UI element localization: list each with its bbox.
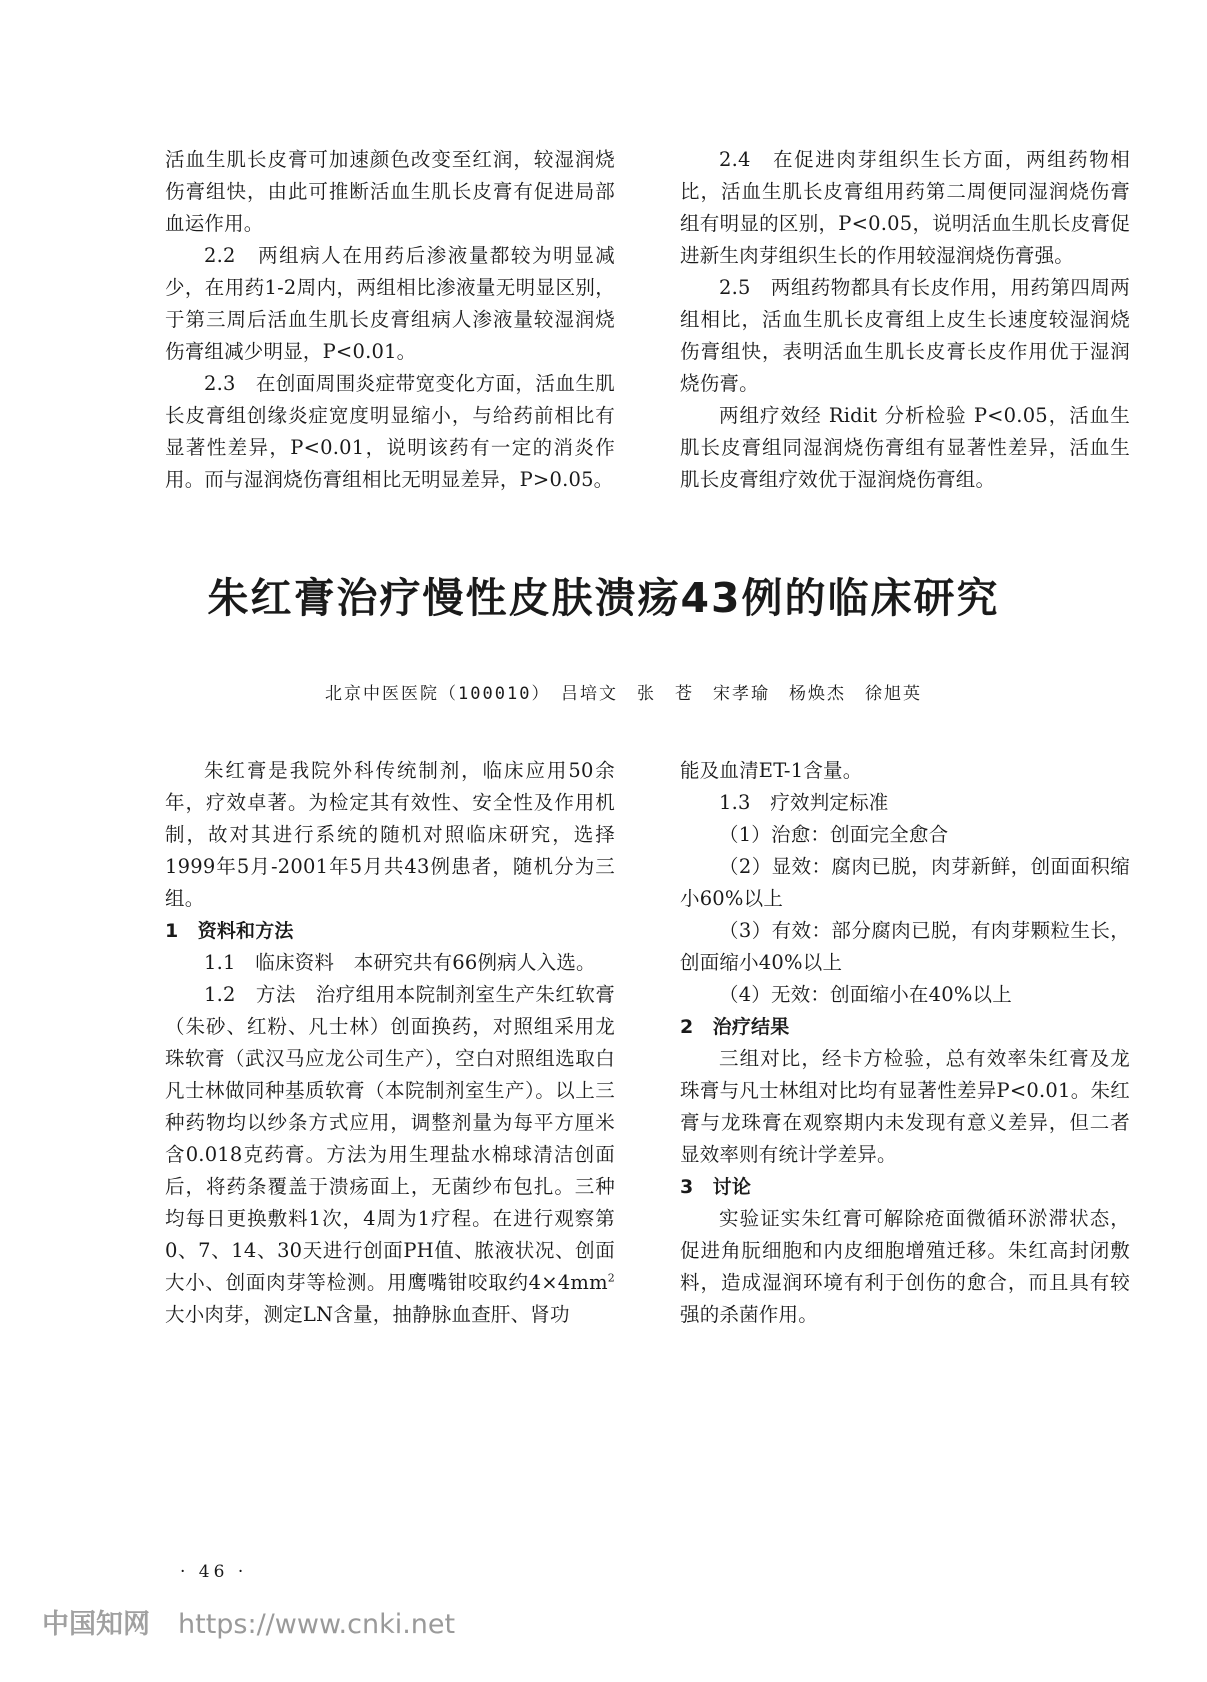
section-heading: 2 治疗结果 — [680, 1016, 790, 1038]
paragraph: 朱红膏是我院外科传统制剂，临床应用50余年，疗效卓著。为检定其有效性、安全性及作用机制，故对其进行系统的随机对照临床研究，选择1999年5月-2001年5月共43例患者，随机分为三组。 — [165, 759, 615, 910]
paragraph: 2.3 在创面周围炎症带宽变化方面，活血生肌长皮膏组创缘炎症宽度明显缩小，与给药前相比有显著性差异，P<0.01，说明该药有一定的消炎作用。而与湿润烧伤膏组相比无明显差异，P>0.05。 — [165, 372, 615, 491]
watermark-url: https://www.cnki.net — [178, 1609, 456, 1640]
paragraph: 三组对比，经卡方检验，总有效率朱红膏及龙珠膏与凡士林组对比均有显著性差异P<0.01。朱红膏与龙珠膏在观察期内未发现有意义差异，但二者显效率则有统计学差异。 — [680, 1047, 1130, 1166]
top-left-column — [165, 144, 615, 496]
cnki-watermark — [42, 1602, 455, 1641]
bottom-right-column — [680, 755, 1130, 1331]
text-run: 大小肉芽，测定LN含量，抽静脉血查肝、肾功 — [165, 1303, 570, 1326]
bottom-left-column — [165, 755, 615, 1331]
paragraph: 2.4 在促进肉芽组织生长方面，两组药物相比，活血生肌长皮膏组用药第二周便同湿润烧伤膏组有明显的区别，P<0.05，说明活血生肌长皮膏促进新生肉芽组织生长的作用较湿润烧伤膏强。 — [680, 148, 1130, 267]
paragraph: 1.1 临床资料 本研究共有66例病人入选。 — [204, 951, 596, 974]
page-number: · 46 · — [180, 1562, 248, 1582]
criteria-item: （1）治愈：创面完全愈合 — [719, 823, 949, 846]
paragraph: 实验证实朱红膏可解除疮面微循环淤滞状态，促进角朊细胞和内皮细胞增殖迁移。朱红高封闭敷料，造成湿润环境有利于创伤的愈合，而且具有较强的杀菌作用。 — [680, 1207, 1130, 1326]
paragraph: 2.2 两组病人在用药后渗液量都较为明显减少，在用药1-2周内，两组相比渗液量无明显区别，于第三周后活血生肌长皮膏组病人渗液量较湿润烧伤膏组减少明显，P<0.01。 — [165, 244, 615, 363]
author-byline: 北京中医医院（100010） 吕培文 张 苍 宋孝瑜 杨焕杰 徐旭英 — [325, 684, 922, 704]
subsection-heading: 1.3 疗效判定标准 — [719, 791, 889, 814]
paragraph: 活血生肌长皮膏可加速颜色改变至红润，较湿润烧伤膏组快，由此可推断活血生肌长皮膏有促进局部血运作用。 — [165, 148, 615, 235]
cnki-logo: 中国知网 — [42, 1609, 150, 1640]
paragraph: 能及血清ET-1含量。 — [680, 759, 863, 782]
article-title: 朱红膏治疗慢性皮肤溃疡43例的临床研究 — [207, 574, 1000, 622]
paragraph: 两组疗效经 Ridit 分析检验 P<0.05，活血生肌长皮膏组同湿润烧伤膏组有显著性差异，活血生肌长皮膏组疗效优于湿润烧伤膏组。 — [680, 404, 1130, 491]
paragraph: 2.5 两组药物都具有长皮作用，用药第四周两组相比，活血生肌长皮膏组上皮生长速度较湿润烧伤膏组快，表明活血生肌长皮膏长皮作用优于湿润烧伤膏。 — [680, 276, 1130, 395]
criteria-item: （4）无效：创面缩小在40%以上 — [719, 983, 1012, 1006]
paragraph — [165, 979, 615, 1331]
superscript: 2 — [607, 1271, 615, 1285]
criteria-item: （2）显效：腐肉已脱，肉芽新鲜，创面面积缩小60%以上 — [680, 855, 1130, 910]
criteria-item: （3）有效：部分腐肉已脱，有肉芽颗粒生长，创面缩小40%以上 — [680, 919, 1130, 974]
top-right-column — [680, 144, 1130, 496]
section-heading: 3 讨论 — [680, 1176, 752, 1198]
text-run: 1.2 方法 治疗组用本院制剂室生产朱红软膏（朱砂、红粉、凡士林）创面换药，对照组采用龙珠软膏（武汉马应龙公司生产），空白对照组选取白凡士林做同种基质软膏（本院制剂室生产）。以上三种药物均以纱条方式应用，调整剂量为每平方厘米含0.018克药膏。方法为用生理盐水棉球清洁创面后，将药条覆盖于溃疡面上，无菌纱布包扎。三种均每日更换敷料1次，4周为1疗程。在进行观察第0、7、14、30天进行创面PH值、脓液状况、创面大小、创面肉芽等检测。用鹰嘴钳咬取约4×4mm — [165, 983, 615, 1294]
section-heading: 1 资料和方法 — [165, 920, 294, 942]
